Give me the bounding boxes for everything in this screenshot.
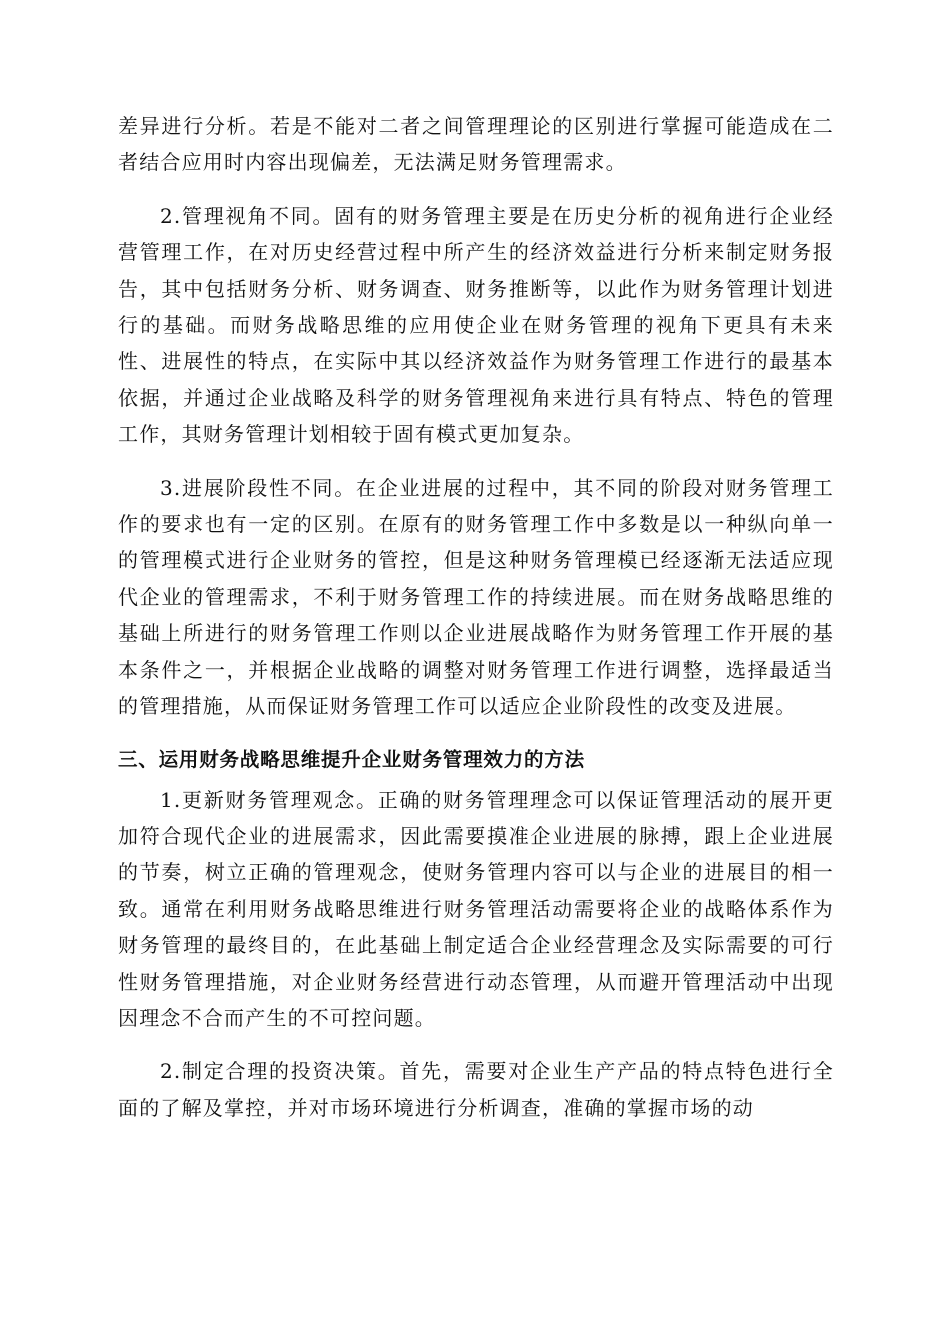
- paragraph-development-stage: 3.进展阶段性不同。在企业进展的过程中，其不同的阶段对财务管理工作的要求也有一定的区别。在原有的财务管理工作中多数是以一种纵向单一的管理模式进行企业财务的管控，但是这种财务管理模已经逐渐无法适应现代企业的管理需求，不利于财务管理工作的持续进展。而在财务战略思维的基础上所进行的财务管理工作则以企业进展战略作为财务管理工作开展的基本条件之一，并根据企业战略的调整对财务管理工作进行调整，选择最适当的管理措施，从而保证财务管理工作可以适应企业阶段性的改变及进展。: [118, 475, 834, 719]
- paragraph-update-concept: 1.更新财务管理观念。正确的财务管理理念可以保证管理活动的展开更加符合现代企业的进展需求，因此需要摸准企业进展的脉搏，跟上企业进展的节奏，树立正确的管理观念，使财务管理内容可以与企业的进展目的相一致。通常在利用财务战略思维进行财务管理活动需要将企业的战略体系作为财务管理的最终目的，在此基础上制定适合企业经营理念及实际需要的可行性财务管理措施，对企业财务经营进行动态管理，从而避开管理活动中出现因理念不合而产生的不可控问题。: [118, 787, 834, 1030]
- document-page: [118, 108, 834, 1126]
- paragraph-management-perspective: 2.管理视角不同。固有的财务管理主要是在历史分析的视角进行企业经营管理工作，在对历史经营过程中所产生的经济效益进行分析来制定财务报告，其中包括财务分析、财务调查、财务推断等，以此作为财务管理计划进行的基础。而财务战略思维的应用使企业在财务管理的视角下更具有未来性、进展性的特点，在实际中其以经济效益作为财务管理工作进行的最基本依据，并通过企业战略及科学的财务管理视角来进行具有特点、特色的管理工作，其财务管理计划相较于固有模式更加复杂。: [118, 203, 834, 447]
- paragraph-continued: 差异进行分析。若是不能对二者之间管理理论的区别进行掌握可能造成在二者结合应用时内容出现偏差，无法满足财务管理需求。: [118, 114, 834, 175]
- paragraph-investment-decision: 2.制定合理的投资决策。首先，需要对企业生产产品的特点特色进行全面的了解及掌控，并对市场环境进行分析调查，准确的掌握市场的动: [118, 1059, 834, 1120]
- section-heading: 三、运用财务战略思维提升企业财务管理效力的方法: [118, 747, 585, 771]
